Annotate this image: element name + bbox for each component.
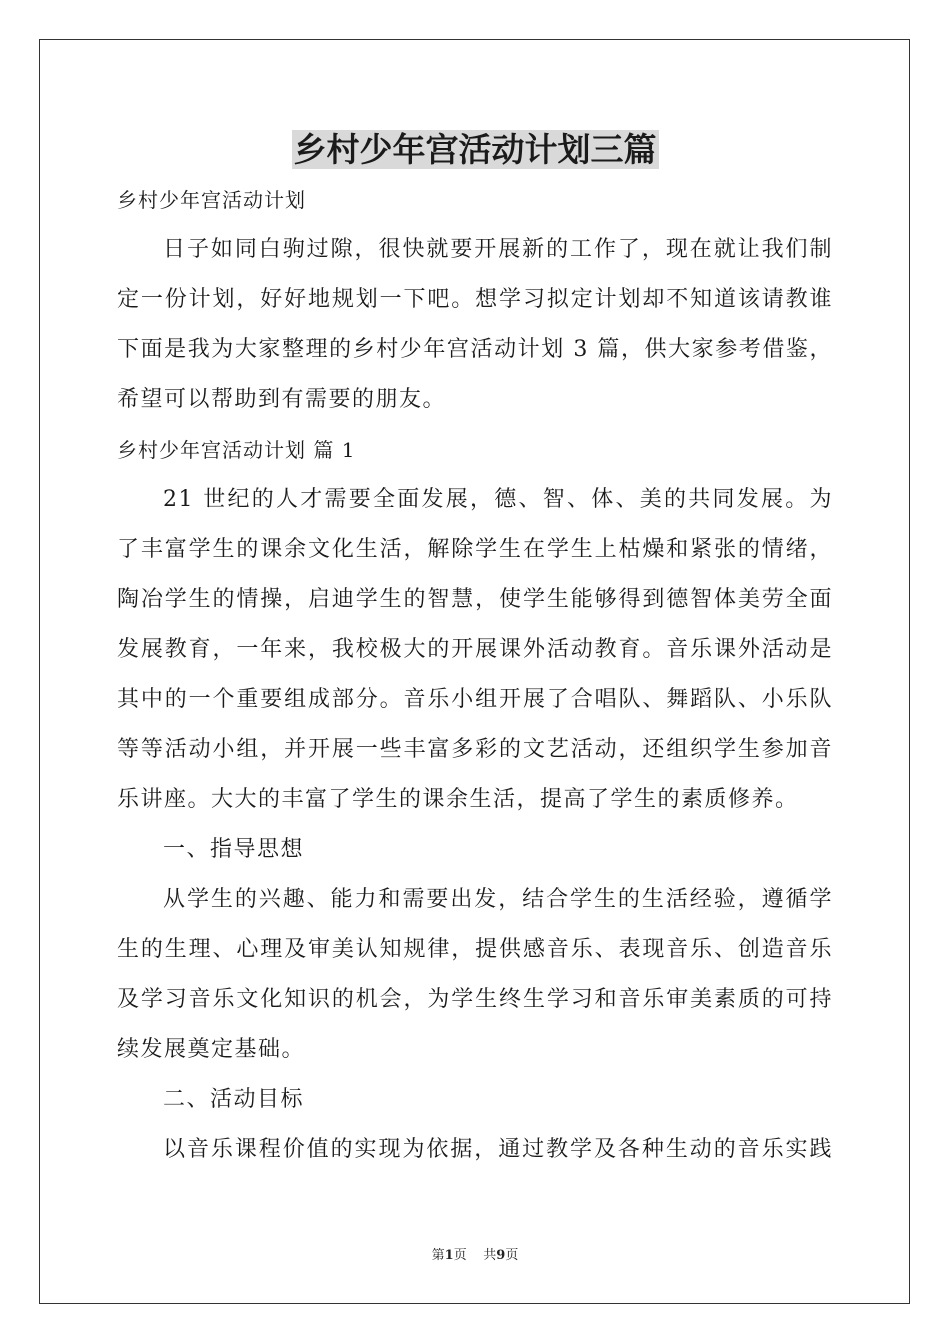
footer-total-prefix: 共 [483,1248,497,1263]
document-title-text: 乡村少年宫活动计划三篇 [293,130,657,169]
footer-page-number: 1 [444,1248,454,1263]
document-body [117,175,833,1175]
paragraph-line: 日子如同白驹过隙，很快就要开展新的工作了，现在就让我们制 [163,237,833,262]
paragraph-line: 定一份计划，好好地规划一下吧。想学习拟定计划却不知道该请教谁 [117,287,833,312]
paragraph-line: 其中的一个重要组成部分。音乐小组开展了合唱队、舞蹈队、小乐队 [117,687,833,712]
paragraph-line: 从学生的兴趣、能力和需要出发，结合学生的生活经验，遵循学 [163,887,833,912]
footer-total-suffix: 页 [505,1248,519,1263]
paragraph-line: 等等活动小组，并开展一些丰富多彩的文艺活动，还组织学生参加音 [117,737,833,762]
paragraph-line: 发展教育，一年来，我校极大的开展课外活动教育。音乐课外活动是 [117,637,833,662]
footer-page-prefix: 第 [431,1248,445,1263]
paragraph-line: 21 世纪的人才需要全面发展，德、智、体、美的共同发展。为 [163,487,833,512]
footer-total-number: 9 [496,1248,506,1263]
document-title [0,126,950,174]
paragraph-line: 续发展奠定基础。 [117,1037,306,1062]
paragraph-line: 下面是我为大家整理的乡村少年宫活动计划 3 篇，供大家参考借鉴， [117,337,833,362]
paragraph-line: 生的生理、心理及审美认知规律，提供感音乐、表现音乐、创造音乐 [117,937,833,962]
paragraph-line: 以音乐课程价值的实现为依据，通过教学及各种生动的音乐实践 [163,1137,833,1162]
subheading: 二、活动目标 [163,1087,305,1112]
section-heading: 乡村少年宫活动计划 篇 1 [117,438,356,462]
paragraph-line: 及学习音乐文化知识的机会，为学生终生学习和音乐审美素质的可持 [117,987,833,1012]
paragraph-line: 乐讲座。大大的丰富了学生的课余生活，提高了学生的素质修养。 [117,787,799,812]
paragraph-line: 陶冶学生的情操，启迪学生的智慧，使学生能够得到德智体美劳全面 [117,587,833,612]
page-footer [0,1246,950,1266]
footer-page-suffix: 页 [453,1248,467,1263]
paragraph-line: 希望可以帮助到有需要的朋友。 [117,387,447,412]
paragraph-line: 了丰富学生的课余文化生活，解除学生在学生上枯燥和紧张的情绪， [117,537,833,562]
subheading: 一、指导思想 [163,837,305,862]
section-heading: 乡村少年宫活动计划 [117,188,306,212]
